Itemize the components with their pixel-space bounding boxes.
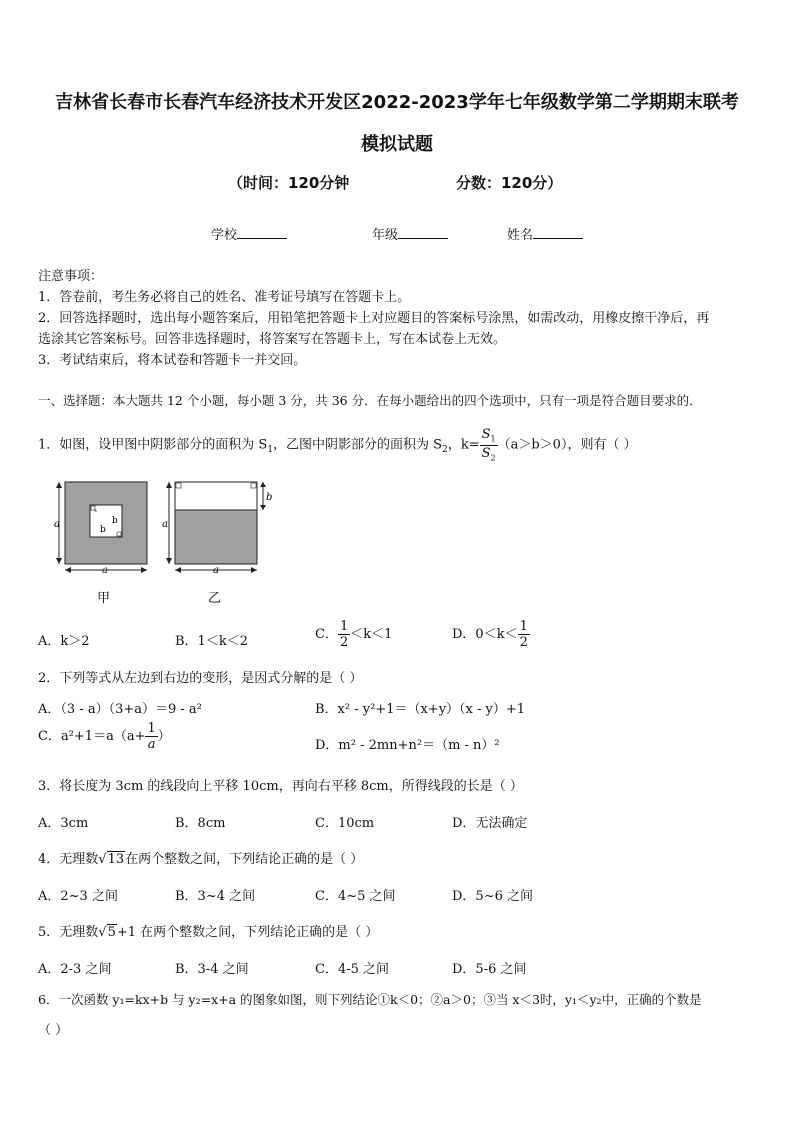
exam-time: （时间：120分钟 [228, 174, 350, 192]
question-3-stem: 3．将长度为 3cm 的线段向上平移 10cm，再向右平移 8cm，所得线段的长是（ ） [38, 779, 523, 794]
grade-blank[interactable] [398, 226, 448, 239]
school-field [211, 224, 287, 243]
section-heading: 一、选择题：本大题共 12 个小题，每小题 3 分，共 36 分．在每小题给出的四个选项中，只有一项是符合题目要求的． [38, 393, 702, 408]
grade-field [372, 224, 448, 243]
q5-option-d[interactable]: D．5-6 之间 [452, 962, 527, 977]
q2-c-head: C．a²+1＝a（a+ [38, 729, 146, 744]
school-label: 学校 [211, 228, 238, 243]
q4-option-b[interactable]: B．3~4 之间 [175, 889, 256, 904]
q1-option-b[interactable]: B．1＜k＜2 [175, 634, 248, 649]
q2-option-b[interactable]: B．x² - y²+1＝（x+y）（x - y）+1 [315, 702, 526, 717]
q1-c-num: 1 [339, 619, 349, 634]
k-fraction [480, 428, 498, 462]
notice-item: 3．考试结束后，将本试卷和答题卡一并交回。 [38, 353, 307, 368]
label-b-jia-2: b [100, 525, 106, 535]
q1-text-c: ，k= [447, 437, 480, 453]
sqrt-icon: √ [98, 852, 107, 867]
frac-den: S [481, 445, 491, 461]
question-5-stem [38, 921, 378, 940]
q1-d-num: 1 [519, 619, 528, 634]
q5-option-b[interactable]: B．3-4 之间 [175, 962, 249, 977]
q1-c-tail: ＜k＜1 [350, 627, 393, 642]
q3-option-d[interactable]: D．无法确定 [452, 816, 528, 831]
q5-option-c[interactable]: C．4-5 之间 [315, 962, 390, 977]
label-jia: 甲 [97, 591, 111, 606]
name-blank[interactable] [533, 226, 583, 239]
q2-option-a[interactable]: A．（3 - a）（3+a）＝9 - a² [38, 702, 202, 717]
frac-den-sub: 2 [490, 453, 496, 463]
q5-radicand: 5 [107, 925, 116, 940]
question-4-stem [38, 848, 363, 867]
question-6-stem: 6．一次函数 y₁=kx+b 与 y₂=x+a 的图象如图，则下列结论①k＜0；②a＞0；③当 x＜3时，y₁＜y₂中，正确的个数是 [38, 992, 702, 1007]
q1-c-label: C． [315, 627, 338, 642]
notice-item: 选涂其它答案标号。回答非选择题时，将答案写在答题卡上，写在本试卷上无效。 [38, 332, 507, 347]
q1-d-den: 2 [519, 635, 528, 650]
notice-heading: 注意事项： [38, 269, 104, 284]
q3-option-c[interactable]: C．10cm [315, 816, 375, 831]
q4-option-c[interactable]: C．4~5 之间 [315, 889, 396, 904]
question-6-answer-paren: （ ） [38, 1023, 69, 1038]
label-a-jia-side: a [54, 519, 60, 530]
label-yi: 乙 [208, 591, 222, 606]
name-field [507, 224, 583, 243]
question-1-figure [40, 470, 280, 610]
q4-radicand: 13 [107, 852, 125, 867]
q1-text-d: （a＞b＞0），则有（ ） [497, 437, 637, 453]
frac-num: S [481, 427, 491, 442]
exam-score: 分数：120分） [456, 174, 563, 192]
label-a-jia-bottom: a [102, 565, 108, 576]
label-b-jia: b [112, 516, 118, 526]
q4-text-a: 4．无理数 [38, 852, 99, 867]
page-title-line2: 模拟试题 [361, 134, 433, 155]
sqrt-icon: √ [98, 925, 107, 940]
q1-option-d[interactable] [452, 620, 530, 649]
page-title: 吉林省长春市长春汽车经济技术开发区2022-2023学年七年级数学第二学期期末联考 [55, 92, 739, 113]
q2-option-c[interactable] [38, 722, 171, 751]
question-1-stem [38, 428, 637, 462]
notice-item: 1．答卷前，考生务必将自己的姓名、准考证号填写在答题卡上。 [38, 290, 411, 305]
q1-c-den: 2 [339, 635, 349, 650]
label-b-yi: b [266, 492, 273, 503]
q1-option-c[interactable] [315, 620, 392, 649]
label-a-yi-side: a [162, 519, 168, 530]
school-blank[interactable] [237, 226, 287, 239]
q4-option-a[interactable]: A．2~3 之间 [38, 889, 118, 904]
q1-option-a[interactable]: A．k＞2 [38, 634, 90, 649]
notice-item: 2．回答选择题时，选出每小题答案后，用铅笔把答题卡上对应题目的答案标号涂黑，如需改动，用橡皮擦干净后，再 [38, 311, 710, 326]
q5-text-a: 5．无理数 [38, 925, 99, 940]
q4-text-b: 在两个整数之间，下列结论正确的是（ ） [125, 852, 364, 867]
question-2-stem: 2．下列等式从左边到右边的变形，是因式分解的是（ ） [38, 671, 363, 686]
frac-num-sub: 1 [490, 434, 496, 444]
q1-sub2: 2 [442, 445, 448, 456]
q5-text-b: +1 在两个整数之间，下列结论正确的是（ ） [116, 925, 379, 940]
name-label: 姓名 [507, 228, 534, 243]
q5-option-a[interactable]: A．2-3 之间 [38, 962, 112, 977]
q1-text-b: ，乙图中阴影部分的面积为 S [273, 437, 443, 453]
q1-d-label: D．0＜k＜ [452, 627, 518, 642]
q1-sub1: 1 [267, 445, 274, 456]
label-a-yi-bottom: a [213, 565, 219, 576]
q4-option-d[interactable]: D．5~6 之间 [452, 889, 533, 904]
q1-text-a: 1．如图，设甲图中阴影部分的面积为 S [38, 437, 268, 453]
q2-c-tail: ） [157, 729, 171, 744]
q3-option-b[interactable]: B．8cm [175, 816, 226, 831]
grade-label: 年级 [372, 228, 399, 243]
q2-c-den: a [147, 737, 156, 752]
shaded-rect-yi [175, 510, 257, 564]
q2-c-num: 1 [147, 721, 156, 736]
q2-option-d[interactable]: D．m² - 2mn+n²＝（m - n）² [315, 738, 500, 753]
q3-option-a[interactable]: A．3cm [38, 816, 89, 831]
